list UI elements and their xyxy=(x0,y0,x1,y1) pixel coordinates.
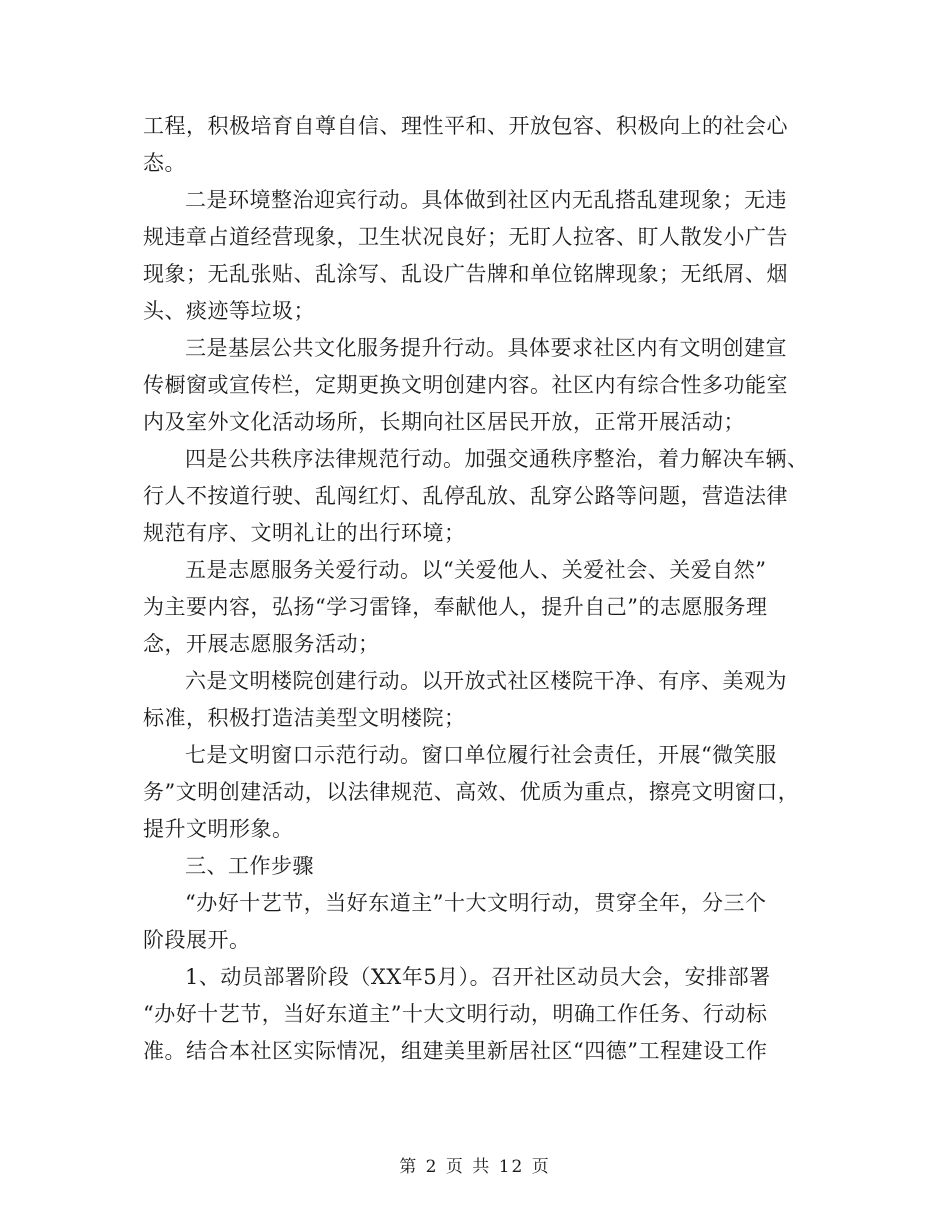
text-line: 五是志愿服务关爱行动。以“关爱他人、关爱社会、关爱自然” xyxy=(185,558,767,582)
text-line: 七是文明窗口示范行动。窗口单位履行社会责任，开展“微笑服 xyxy=(185,743,777,767)
text-line: 规违章占道经营现象，卫生状况良好；无盯人拉客、盯人散发小广告 xyxy=(143,225,788,249)
text-line: 二是环境整治迎宾行动。具体做到社区内无乱搭乱建现象；无违 xyxy=(185,188,787,212)
text-line: 头、痰迹等垃圾； xyxy=(143,299,315,323)
text-line: “办好十艺节，当好东道主”十大文明行动，明确工作任务、行动标 xyxy=(143,1002,768,1026)
text-line: 态。 xyxy=(143,151,186,175)
text-line: 为主要内容，弘扬“学习雷锋，奉献他人，提升自己”的志愿服务理 xyxy=(143,595,768,619)
text-line: 三是基层公共文化服务提升行动。具体要求社区内有文明创建宣 xyxy=(185,336,787,360)
text-line: 准。结合本社区实际情况，组建美里新居社区“四德”工程建设工作 xyxy=(143,1039,768,1063)
text-line: 工程，积极培育自尊自信、理性平和、开放包容、积极向上的社会心 xyxy=(143,114,788,138)
text-line: 念，开展志愿服务活动； xyxy=(143,632,380,656)
text-line: 提升文明形象。 xyxy=(143,817,294,841)
document-body xyxy=(143,108,809,1070)
text-line: 规范有序、文明礼让的出行环境； xyxy=(143,521,466,545)
text-line: 三、工作步骤 xyxy=(185,854,314,878)
text-line: 务”文明创建活动，以法律规范、高效、优质为重点，擦亮文明窗口， xyxy=(143,780,800,804)
text-line: 现象；无乱张贴、乱涂写、乱设广告牌和单位铭牌现象；无纸屑、烟 xyxy=(143,262,788,286)
page-number-footer: 第 2 页 共 12 页 xyxy=(399,1157,551,1177)
text-line: 1、动员部署阶段（XX年5月）。召开社区动员大会，安排部署 xyxy=(185,965,771,989)
text-line: 行人不按道行驶、乱闯红灯、乱停乱放、乱穿公路等问题，营造法律 xyxy=(143,484,788,508)
text-line: 阶段展开。 xyxy=(143,928,251,952)
text-line: 内及室外文化活动场所，长期向社区居民开放，正常开展活动； xyxy=(143,410,745,434)
text-line: 六是文明楼院创建行动。以开放式社区楼院干净、有序、美观为 xyxy=(185,669,787,693)
text-line: 传橱窗或宣传栏，定期更换文明创建内容。社区内有综合性多功能室 xyxy=(143,373,788,397)
text-line: 四是公共秩序法律规范行动。加强交通秩序整治，着力解决车辆、 xyxy=(185,447,809,471)
text-line: 标准，积极打造洁美型文明楼院； xyxy=(143,706,466,730)
text-line: “办好十艺节，当好东道主”十大文明行动，贯穿全年，分三个 xyxy=(185,891,767,915)
